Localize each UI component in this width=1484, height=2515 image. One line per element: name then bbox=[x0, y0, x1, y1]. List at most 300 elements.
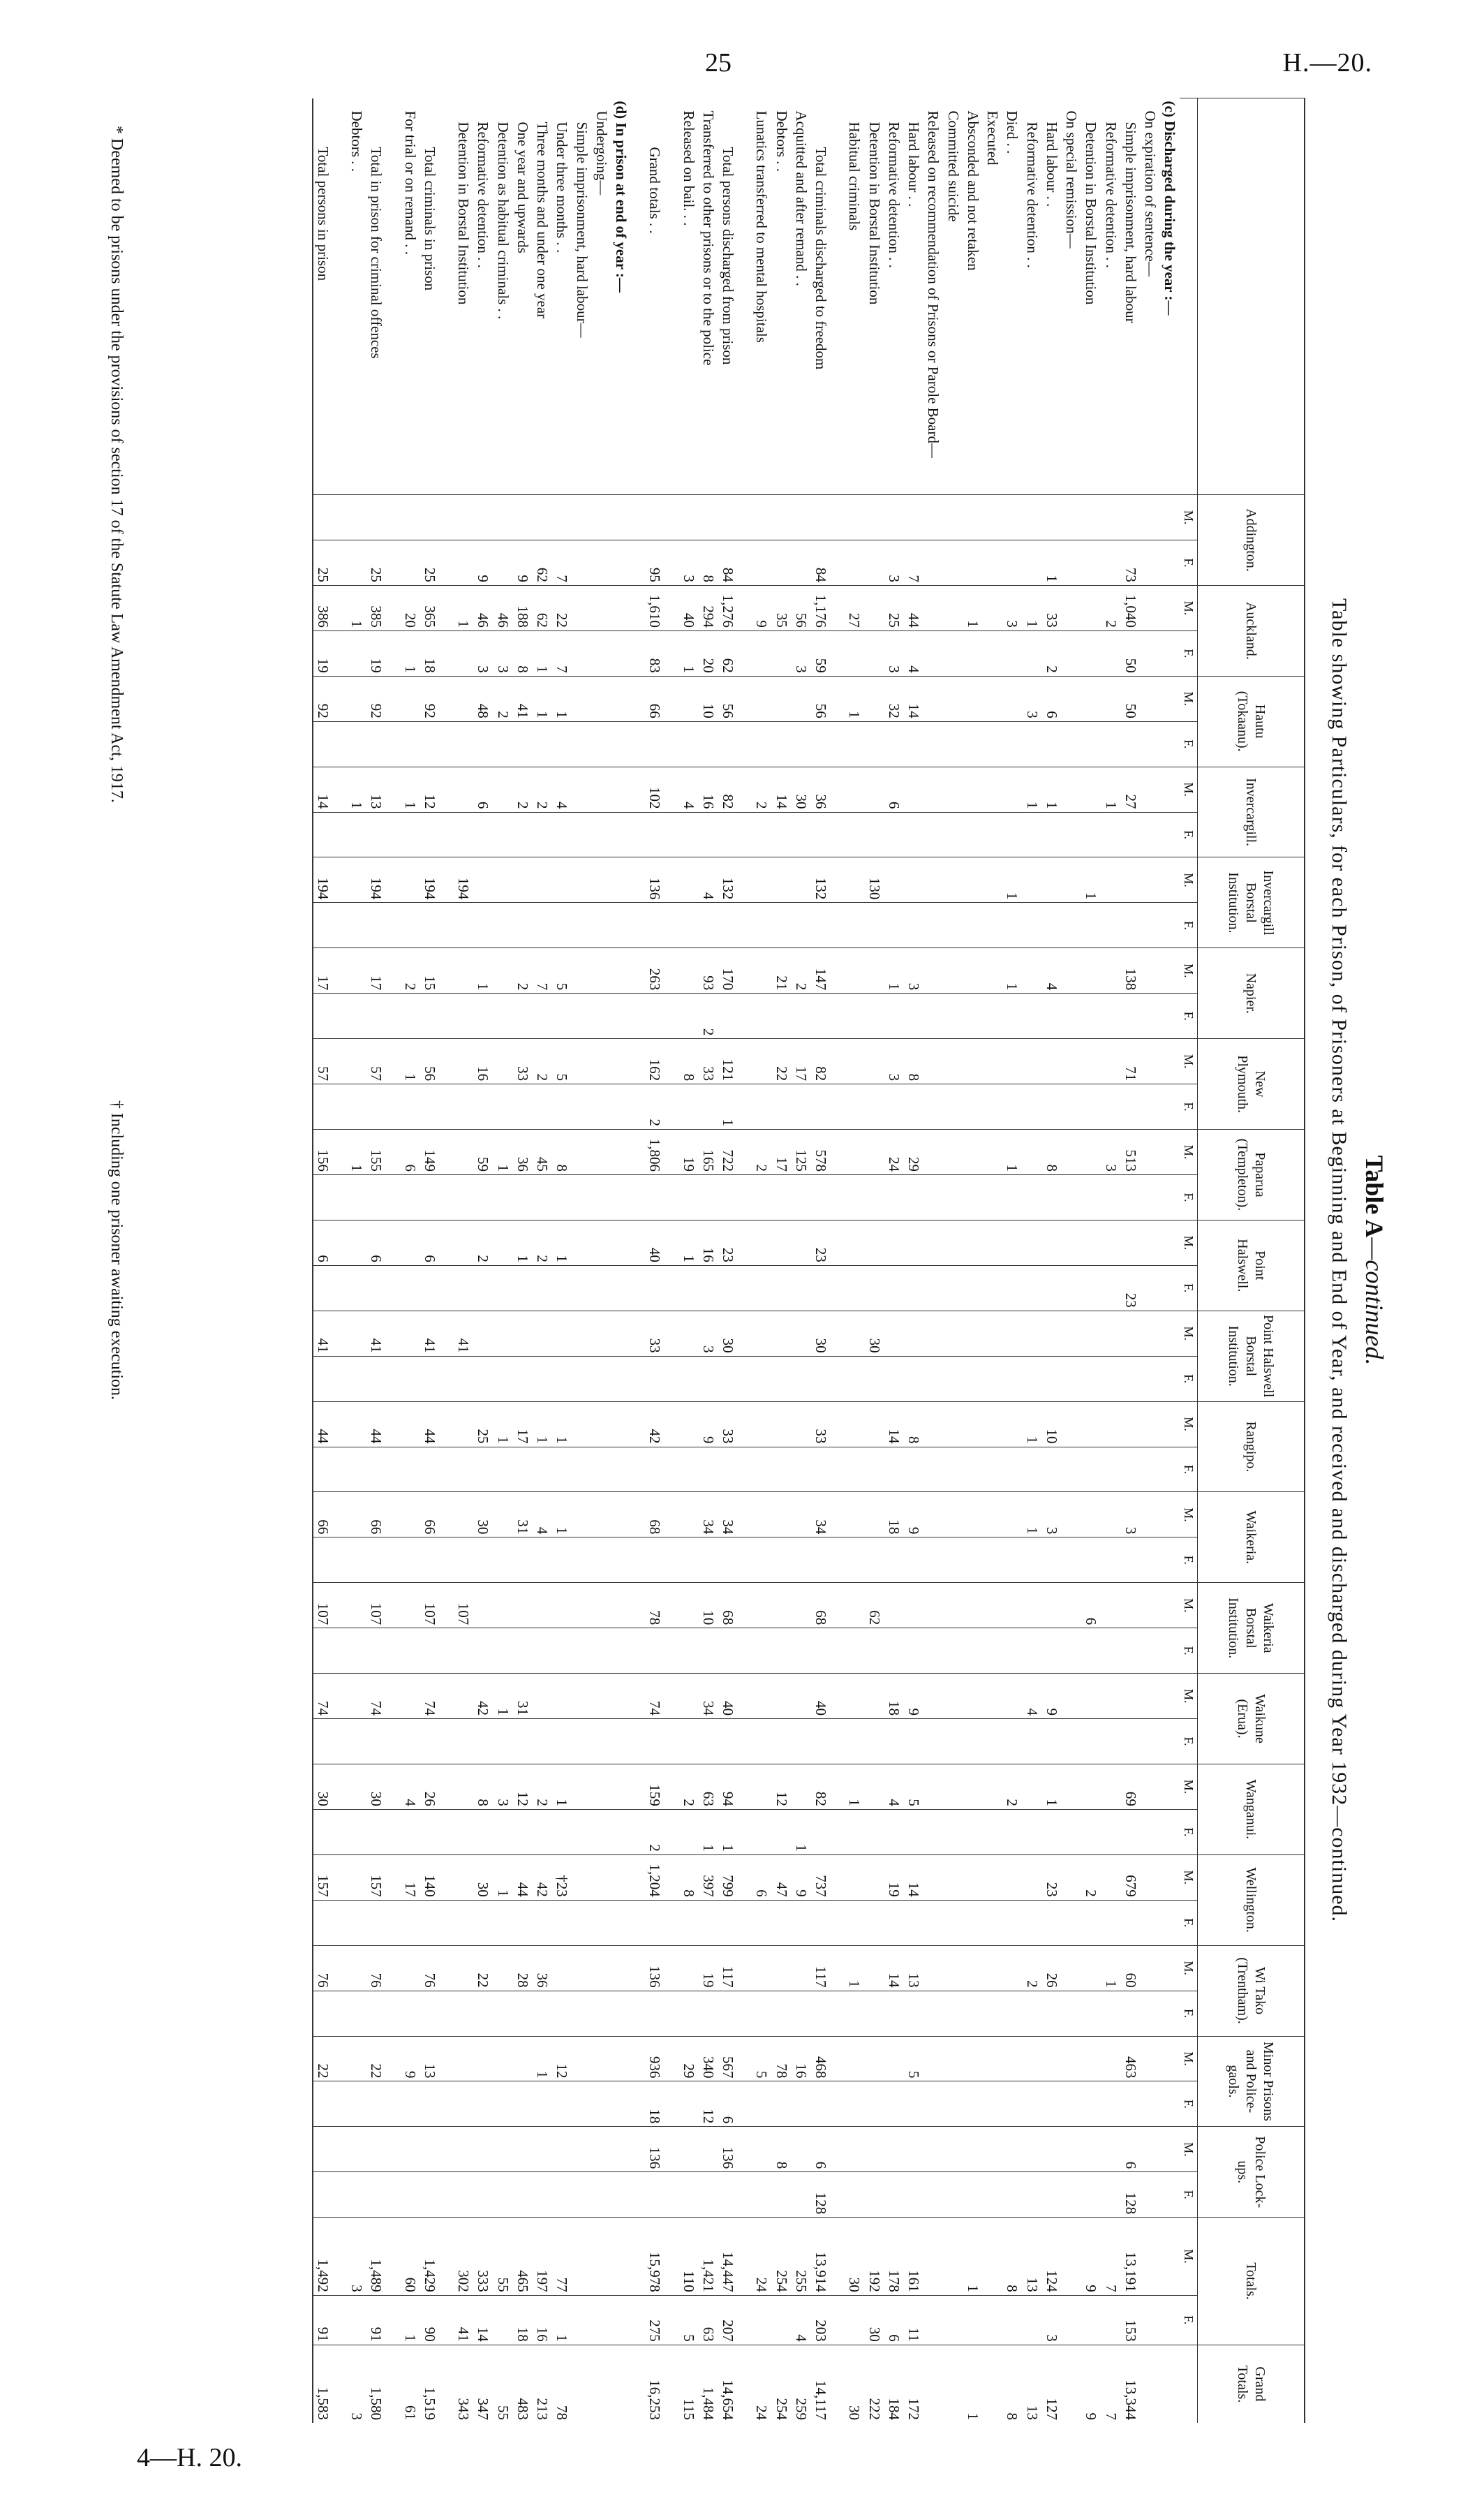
table-cell: 15,978 bbox=[645, 2218, 665, 2296]
table-cell: 57 bbox=[366, 1039, 386, 1084]
table-cell bbox=[699, 1900, 718, 1945]
table-cell bbox=[611, 2127, 631, 2172]
table-cell bbox=[831, 1356, 845, 1401]
table-cell bbox=[1002, 2081, 1022, 2127]
table-row bbox=[592, 98, 611, 2424]
table-cell bbox=[792, 1311, 811, 1356]
table-cell: 1 bbox=[1042, 540, 1062, 586]
table-cell bbox=[904, 721, 923, 767]
table-cell bbox=[333, 812, 347, 857]
paper-reference: H.—20. bbox=[1282, 48, 1372, 78]
table-cell bbox=[440, 2127, 454, 2172]
table-cell bbox=[420, 1991, 440, 2036]
table-cell: 1 bbox=[1023, 1401, 1042, 1447]
table-cell bbox=[1121, 1174, 1141, 1220]
table-cell: 165 bbox=[699, 1130, 718, 1175]
table-cell: 8 bbox=[1002, 2345, 1022, 2423]
row-label: Detention as habitual criminals . . bbox=[494, 121, 512, 320]
table-cell bbox=[963, 1674, 983, 1719]
table-cell bbox=[923, 1809, 943, 1854]
table-cell bbox=[611, 495, 631, 540]
table-cell bbox=[631, 2036, 645, 2081]
table-cell bbox=[923, 2218, 943, 2296]
table-cell bbox=[631, 1447, 645, 1492]
table-cell bbox=[420, 721, 440, 767]
table-cell bbox=[313, 812, 333, 857]
table-cell bbox=[752, 1719, 771, 1764]
table-cell bbox=[752, 540, 771, 586]
table-cell bbox=[884, 812, 904, 857]
table-cell bbox=[845, 1447, 864, 1492]
row-label bbox=[440, 98, 454, 495]
table-cell bbox=[333, 1674, 347, 1719]
table-cell bbox=[845, 1991, 864, 2036]
male-subheader: M. bbox=[1180, 585, 1198, 630]
row-label: For trial or on remand . . bbox=[401, 110, 419, 255]
table-cell bbox=[440, 2081, 454, 2127]
page-header bbox=[0, 28, 1484, 98]
table-cell bbox=[387, 994, 401, 1039]
table-cell: 66 bbox=[313, 1492, 333, 1537]
table-cell bbox=[1160, 2172, 1180, 2218]
table-cell bbox=[454, 1039, 473, 1084]
female-subheader: F. bbox=[1180, 1265, 1198, 1311]
table-cell: 56 bbox=[811, 676, 831, 721]
row-label: Detention in Borstal Institution bbox=[866, 121, 883, 305]
table-cell bbox=[699, 903, 718, 948]
table-cell bbox=[387, 1311, 401, 1356]
table-cell: 2 bbox=[494, 676, 513, 721]
table-cell bbox=[572, 857, 592, 903]
table-cell bbox=[454, 2036, 473, 2081]
table-cell bbox=[738, 1854, 752, 1900]
table-cell: 30 bbox=[811, 1311, 831, 1356]
table-cell bbox=[1023, 495, 1042, 540]
table-cell: 6 bbox=[401, 1130, 420, 1175]
table-cell: 14 bbox=[772, 767, 792, 812]
table-cell bbox=[831, 1220, 845, 1265]
table-cell bbox=[313, 1537, 333, 1583]
table-cell: 2 bbox=[645, 1809, 665, 1854]
table-cell bbox=[665, 1401, 679, 1447]
table-cell: 46 bbox=[494, 585, 513, 630]
table-cell bbox=[387, 1854, 401, 1900]
table-row bbox=[572, 98, 592, 2424]
table-cell bbox=[738, 2081, 752, 2127]
table-cell bbox=[752, 1356, 771, 1401]
table-cell bbox=[513, 1174, 533, 1220]
table-cell: 76 bbox=[313, 1945, 333, 1991]
table-cell bbox=[665, 2295, 679, 2345]
table-cell bbox=[738, 948, 752, 994]
table-cell bbox=[1002, 2172, 1022, 2218]
table-cell bbox=[845, 1492, 864, 1537]
table-cell bbox=[631, 1945, 645, 1991]
table-cell: 7 bbox=[1101, 2345, 1121, 2423]
table-cell: 1 bbox=[679, 630, 699, 676]
table-cell bbox=[494, 1039, 513, 1084]
table-cell bbox=[904, 994, 923, 1039]
table-cell bbox=[963, 1945, 983, 1991]
table-cell bbox=[792, 2081, 811, 2127]
table-cell: 8 bbox=[699, 540, 718, 586]
table-cell bbox=[401, 812, 420, 857]
table-cell: 9 bbox=[1081, 2218, 1101, 2296]
row-label: Total criminals in prison bbox=[422, 147, 438, 291]
male-subheader: M. bbox=[1180, 1854, 1198, 1900]
table-cell: 21 bbox=[772, 948, 792, 994]
table-cell bbox=[1101, 1311, 1121, 1356]
table-cell bbox=[865, 1130, 884, 1175]
male-subheader: M. bbox=[1180, 1039, 1198, 1084]
table-cell bbox=[333, 1084, 347, 1130]
table-cell bbox=[592, 1265, 611, 1311]
table-cell bbox=[347, 857, 366, 903]
table-cell bbox=[333, 540, 347, 586]
table-cell bbox=[611, 903, 631, 948]
table-cell bbox=[983, 1537, 1002, 1583]
table-cell bbox=[865, 1854, 884, 1900]
table-cell bbox=[454, 721, 473, 767]
table-cell bbox=[572, 1537, 592, 1583]
table-cell bbox=[611, 1991, 631, 2036]
table-cell bbox=[944, 1220, 963, 1265]
table-cell bbox=[347, 1900, 366, 1945]
table-cell: 44 bbox=[313, 1401, 333, 1447]
table-cell bbox=[904, 1265, 923, 1311]
table-cell bbox=[313, 994, 333, 1039]
table-cell bbox=[592, 948, 611, 994]
table-cell: 9 bbox=[513, 540, 533, 586]
table-cell: 68 bbox=[718, 1583, 738, 1628]
table-cell: 31 bbox=[513, 1674, 533, 1719]
table-cell bbox=[631, 540, 645, 586]
table-row bbox=[387, 98, 401, 2424]
table-cell bbox=[1002, 1220, 1022, 1265]
table-cell bbox=[738, 676, 752, 721]
table-cell bbox=[1121, 1628, 1141, 1674]
table-cell bbox=[738, 1130, 752, 1175]
table-cell bbox=[983, 1311, 1002, 1356]
table-cell bbox=[738, 1401, 752, 1447]
table-cell: 1 bbox=[513, 1220, 533, 1265]
table-cell bbox=[963, 1084, 983, 1130]
table-cell bbox=[923, 1039, 943, 1084]
table-cell bbox=[1062, 1492, 1081, 1537]
table-cell bbox=[1101, 495, 1121, 540]
table-cell bbox=[494, 2295, 513, 2345]
table-cell bbox=[738, 1311, 752, 1356]
table-cell bbox=[772, 994, 792, 1039]
table-cell: 6 bbox=[473, 767, 493, 812]
table-cell bbox=[533, 1900, 552, 1945]
table-row bbox=[1160, 98, 1180, 2424]
table-row bbox=[831, 98, 845, 2424]
table-cell bbox=[1141, 1447, 1160, 1492]
table-cell: 1 bbox=[679, 1220, 699, 1265]
table-cell bbox=[1081, 1674, 1101, 1719]
table-cell bbox=[679, 1809, 699, 1854]
table-cell bbox=[333, 1764, 347, 1809]
table-cell bbox=[1042, 812, 1062, 857]
table-cell bbox=[572, 676, 592, 721]
table-cell bbox=[1141, 1764, 1160, 1809]
table-cell bbox=[1121, 1401, 1141, 1447]
table-cell bbox=[904, 1900, 923, 1945]
table-cell bbox=[1023, 1537, 1042, 1583]
table-cell bbox=[454, 1356, 473, 1401]
table-cell bbox=[865, 1674, 884, 1719]
table-cell: 26 bbox=[1042, 1945, 1062, 1991]
table-cell bbox=[513, 2081, 533, 2127]
table-cell bbox=[440, 1401, 454, 1447]
table-cell bbox=[792, 1537, 811, 1583]
table-cell bbox=[923, 1674, 943, 1719]
table-cell bbox=[884, 495, 904, 540]
table-cell: 68 bbox=[811, 1583, 831, 1628]
table-cell bbox=[420, 1356, 440, 1401]
table-cell bbox=[1101, 630, 1121, 676]
table-cell bbox=[884, 1447, 904, 1492]
table-cell: 50 bbox=[1121, 630, 1141, 676]
table-cell bbox=[944, 2081, 963, 2127]
table-cell bbox=[752, 948, 771, 994]
table-cell bbox=[983, 2172, 1002, 2218]
table-cell bbox=[963, 1265, 983, 1311]
table-cell bbox=[1062, 2172, 1081, 2218]
table-cell bbox=[665, 2127, 679, 2172]
table-cell bbox=[865, 1084, 884, 1130]
table-cell bbox=[473, 812, 493, 857]
table-cell bbox=[1141, 2036, 1160, 2081]
table-cell bbox=[631, 1854, 645, 1900]
column-header: Invercargill Borstal Institution. bbox=[1198, 857, 1305, 948]
table-cell bbox=[631, 1719, 645, 1764]
table-cell bbox=[420, 2172, 440, 2218]
row-label bbox=[631, 98, 645, 495]
table-cell bbox=[473, 1900, 493, 1945]
table-cell: 107 bbox=[420, 1583, 440, 1628]
table-cell bbox=[665, 1174, 679, 1220]
table-cell bbox=[1101, 1537, 1121, 1583]
table-cell bbox=[572, 812, 592, 857]
table-cell bbox=[333, 630, 347, 676]
table-cell bbox=[440, 721, 454, 767]
table-cell bbox=[1141, 2172, 1160, 2218]
row-label: Hard labour . . bbox=[905, 121, 923, 207]
table-cell: 93 bbox=[699, 948, 718, 994]
table-cell bbox=[347, 903, 366, 948]
table-cell: 161 bbox=[904, 2218, 923, 2296]
table-cell bbox=[865, 1492, 884, 1537]
table-cell bbox=[1023, 2172, 1042, 2218]
table-cell bbox=[1160, 1130, 1180, 1175]
table-cell bbox=[387, 1674, 401, 1719]
table-cell bbox=[347, 1492, 366, 1537]
table-cell: 117 bbox=[811, 1945, 831, 1991]
table-cell bbox=[366, 721, 386, 767]
table-cell: 2 bbox=[1002, 1764, 1022, 1809]
table-cell bbox=[831, 948, 845, 994]
table-cell bbox=[1160, 1265, 1180, 1311]
table-cell bbox=[473, 1537, 493, 1583]
table-cell bbox=[923, 1900, 943, 1945]
table-cell bbox=[611, 1130, 631, 1175]
table-cell bbox=[865, 1809, 884, 1854]
table-cell bbox=[1101, 994, 1121, 1039]
table-cell bbox=[572, 585, 592, 630]
table-cell bbox=[454, 1265, 473, 1311]
table-cell bbox=[845, 1719, 864, 1764]
table-cell bbox=[845, 1220, 864, 1265]
table-cell bbox=[772, 1084, 792, 1130]
table-cell bbox=[454, 1719, 473, 1764]
footnote-statute: * Deemed to be prisons under the provisions of section 17 of the Statute Law Amendment Act, 1917. bbox=[107, 126, 126, 803]
table-cell bbox=[904, 1719, 923, 1764]
table-cell bbox=[944, 1674, 963, 1719]
table-cell bbox=[1160, 1945, 1180, 1991]
table-cell bbox=[513, 1537, 533, 1583]
column-header: Waikeria. bbox=[1198, 1492, 1305, 1583]
table-cell bbox=[366, 2081, 386, 2127]
table-cell bbox=[944, 1492, 963, 1537]
table-cell bbox=[1160, 540, 1180, 586]
table-cell: 6 bbox=[718, 2081, 738, 2127]
table-cell bbox=[752, 1537, 771, 1583]
table-cell bbox=[1101, 1401, 1121, 1447]
table-cell: 24 bbox=[884, 1130, 904, 1175]
table-cell bbox=[772, 1945, 792, 1991]
table-cell: 1,484 bbox=[699, 2345, 718, 2423]
page-number: 25 bbox=[705, 48, 732, 78]
table-cell: 8 bbox=[552, 1130, 572, 1175]
table-cell bbox=[572, 1084, 592, 1130]
table-cell: 40 bbox=[679, 585, 699, 630]
table-row bbox=[1023, 98, 1042, 2424]
table-cell bbox=[1141, 540, 1160, 586]
male-subheader: M. bbox=[1180, 495, 1198, 540]
table-cell bbox=[1023, 1220, 1042, 1265]
table-cell: 8 bbox=[904, 1039, 923, 1084]
table-cell: 31 bbox=[513, 1492, 533, 1537]
table-cell: 19 bbox=[699, 1945, 718, 1991]
table-cell: 90 bbox=[420, 2295, 440, 2345]
table-cell bbox=[1062, 1084, 1081, 1130]
table-cell bbox=[679, 1991, 699, 2036]
table-cell bbox=[1062, 1220, 1081, 1265]
table-cell bbox=[631, 903, 645, 948]
table-cell bbox=[440, 1130, 454, 1175]
table-cell bbox=[533, 1628, 552, 1674]
table-cell bbox=[904, 1447, 923, 1492]
column-header: Paparua (Templeton). bbox=[1198, 1130, 1305, 1220]
table-cell bbox=[313, 2081, 333, 2127]
table-cell bbox=[792, 1628, 811, 1674]
table-cell bbox=[983, 1356, 1002, 1401]
table-cell: 110 bbox=[679, 2218, 699, 2296]
table-cell bbox=[473, 1991, 493, 2036]
table-cell bbox=[333, 1356, 347, 1401]
table-cell bbox=[1062, 1809, 1081, 1854]
table-cell bbox=[387, 1583, 401, 1628]
table-cell bbox=[572, 1854, 592, 1900]
table-cell bbox=[440, 1628, 454, 1674]
table-cell bbox=[454, 903, 473, 948]
table-cell bbox=[845, 1628, 864, 1674]
table-cell bbox=[552, 1900, 572, 1945]
table-cell bbox=[387, 1220, 401, 1265]
table-cell bbox=[494, 1174, 513, 1220]
table-cell bbox=[923, 1764, 943, 1809]
table-cell: 1 bbox=[494, 1130, 513, 1175]
table-cell bbox=[865, 2036, 884, 2081]
table-cell: 1 bbox=[1101, 767, 1121, 812]
table-cell bbox=[1002, 2127, 1022, 2172]
label-column-header bbox=[1198, 98, 1305, 495]
table-cell bbox=[513, 1084, 533, 1130]
table-cell bbox=[1101, 1991, 1121, 2036]
table-cell: 2 bbox=[513, 948, 533, 994]
column-header: New Plymouth. bbox=[1198, 1039, 1305, 1130]
table-cell bbox=[738, 2036, 752, 2081]
table-cell bbox=[1042, 2036, 1062, 2081]
table-cell bbox=[923, 1174, 943, 1220]
table-cell: 5 bbox=[752, 2036, 771, 2081]
table-cell bbox=[845, 540, 864, 586]
table-cell bbox=[679, 1265, 699, 1311]
table-cell bbox=[387, 630, 401, 676]
table-cell bbox=[592, 2345, 611, 2423]
table-cell bbox=[1160, 2218, 1180, 2296]
table-cell bbox=[845, 1174, 864, 1220]
table-row bbox=[611, 98, 631, 2424]
table-cell bbox=[752, 1220, 771, 1265]
table-cell bbox=[611, 994, 631, 1039]
table-cell bbox=[631, 1265, 645, 1311]
table-cell bbox=[333, 585, 347, 630]
table-cell bbox=[923, 857, 943, 903]
table-cell bbox=[1121, 1900, 1141, 1945]
table-cell bbox=[572, 1719, 592, 1764]
table-cell: 799 bbox=[718, 1854, 738, 1900]
table-cell bbox=[1062, 1537, 1081, 1583]
table-cell bbox=[572, 1674, 592, 1719]
label-column-subheader bbox=[1180, 98, 1198, 495]
table-cell bbox=[473, 857, 493, 903]
table-cell bbox=[1042, 1991, 1062, 2036]
table-cell bbox=[963, 1220, 983, 1265]
table-cell bbox=[494, 2036, 513, 2081]
table-cell: 2 bbox=[1042, 630, 1062, 676]
table-cell bbox=[884, 1174, 904, 1220]
table-cell bbox=[513, 1900, 533, 1945]
table-cell: 263 bbox=[645, 948, 665, 994]
table-row bbox=[845, 98, 864, 2424]
table-cell: 33 bbox=[645, 1311, 665, 1356]
table-cell bbox=[592, 2218, 611, 2296]
table-cell bbox=[884, 1900, 904, 1945]
table-cell bbox=[944, 1265, 963, 1311]
table-cell bbox=[811, 1628, 831, 1674]
female-subheader: F. bbox=[1180, 1628, 1198, 1674]
table-cell: 155 bbox=[366, 1130, 386, 1175]
male-subheader: M. bbox=[1180, 1764, 1198, 1809]
table-cell bbox=[440, 1900, 454, 1945]
table-cell bbox=[572, 2081, 592, 2127]
table-cell bbox=[592, 1809, 611, 1854]
table-cell: 147 bbox=[811, 948, 831, 994]
table-cell bbox=[665, 903, 679, 948]
